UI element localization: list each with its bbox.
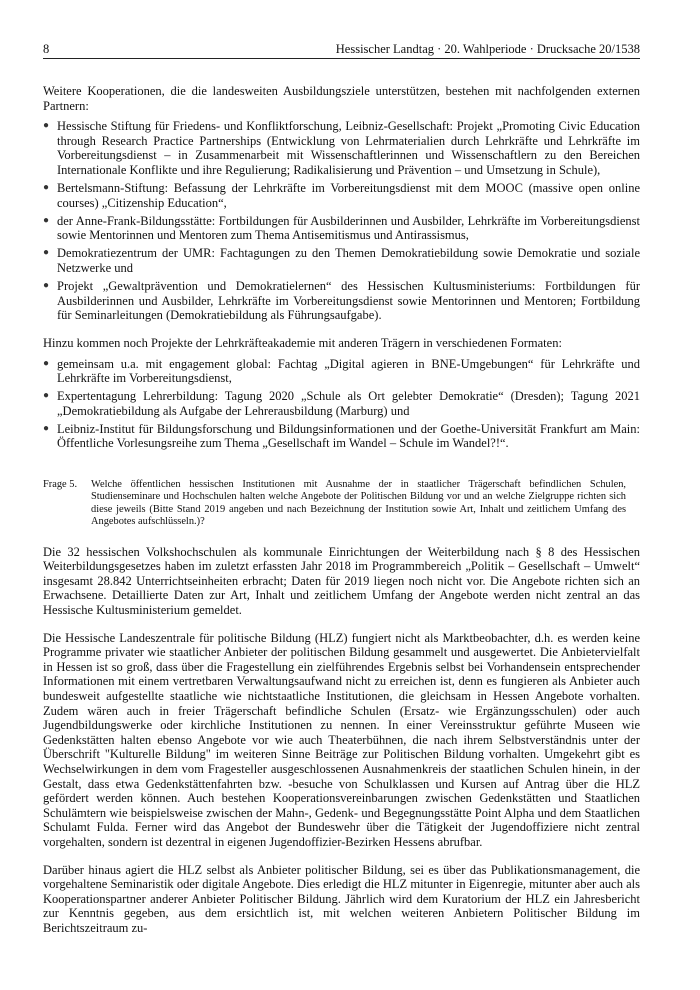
list-item: ● Projekt „Gewaltprävention und Demokratielernen“ des Hessischen Kultusministeriums: Fortbildungen für Ausbilderinnen und Ausbilder, Lehrkräfte im Vorbereitungsdienst sowie Mentorinnen und Mentoren; Fortbildung für Seminarleitungen (Demokratiebildung als Führungsaufgabe). [43,279,640,323]
bullet-icon: ● [43,357,50,369]
intro-paragraph: Weitere Kooperationen, die die landesweiten Ausbildungsziele unterstützen, bestehen mit nachfolgenden externen Partnern: [43,84,640,113]
list-item: ● Hessische Stiftung für Friedens- und Konfliktforschung, Leibniz-Gesellschaft: Projekt „Promoting Civic Education through Research Practice Partnerships (Entwicklung von Lehrmaterialien durch Lehrkräfte und Lehrkräfte im Vorbereitungsdienst – in Zusammenarbeit mit Wissenschaftlerinnen und Wissenschaftlern zu den Bereichen Internationale Konflikte und ihre Regulierung; Radikalisierung und Prävention – und Umsetzung in Schule), [43,119,640,177]
bullet-icon: ● [43,214,50,226]
bullet-icon: ● [43,422,50,434]
list-item: ● Leibniz-Institut für Bildungsforschung und Bildungsinformationen und der Goethe-Universität Frankfurt am Main: Öffentliche Vorlesungsreihe zum Thema „Gesellschaft im Wandel – Schule im Wandel?!“. [43,421,640,451]
running-title: Hessischer Landtag · 20. Wahlperiode · Drucksache 20/1538 [335,42,640,56]
list-item: ● Expertentagung Lehrerbildung: Tagung 2020 „Schule als Ort gelebter Demokratie“ (Dresden); Tagung 2021 „Demokratiebildung als Aufgabe der Lehrerausbildung (Marburg) und [43,389,640,418]
bullet-icon: ● [43,280,50,292]
bullet-icon: ● [43,182,50,194]
projects-list [43,357,640,452]
answer-paragraph-hlz: Die Hessische Landeszentrale für politische Bildung (HLZ) fungiert nicht als Marktbeobachter, d.h. es werden keine Programme privater wie staatlicher Anbieter der politischen Bildung gesammelt und ausgewertet. Die Anbietervielfalt in Hessen ist so groß, dass über die Fragestellung ein zielführendes Ergebnis selbst bei Vorhandensein entsprechender Informationen mit einem vertretbaren Verwaltungsaufwand nicht zu erreichen ist, denn es fungieren als Anbieter auch bundesweit aufgestellte staatliche wie nichtstaatliche Institutionen, die gleichsam in Hessen Angebote vorhalten. Zudem wären auch in freier Trägerschaft befindliche Schulen (Ersatz- wie Ergänzungsschulen) oder auch Jugendbildungswerke oder kirchliche Institutionen zu nennen. In einer Vereinsstruktur geführte Museen wie Gedenkstätten halten ebenso Angebote vor wie auch Theaterbühnen, die nach ihrem Selbstverständnis unter der Überschrift "Kulturelle Bildung" im weiteren Sinne Beiträge zur Politischen Bildung vorhalten. Umgekehrt gibt es Wechselwirkungen in dem vom Fragesteller ausgeschlossenen Ausnahmenkreis der staatlichen Schulen hinein, in der Gestalt, dass etwa Gedenkstättenfahrten bzw. -besuche von Schulklassen und Kursen auf Antrag über die HLZ gefördert werden können. Auch bestehen Kooperationsvereinbarungen zwischen Gedenkstätten und Staatlichen Schulämtern wie beispielsweise zwischen der Mahn-, Gedenk- und Begegnungsstätte Point Alpha und dem Staatlichen Schulamt Fulda. Ferner wird das Angebot der Bundeswehr über die Tätigkeit der Jugendoffiziere nicht zentral vorgehalten, sondern ist dezentral in eigenen Jugendoffizier-Bezirken Hessens abrufbar. [43,630,640,849]
list-item: ● Demokratiezentrum der UMR: Fachtagungen zu den Themen Demokratiebildung sowie Demokratie und soziale Netzwerke und [43,246,640,276]
question-text: Welche öffentlichen hessischen Institutionen mit Ausnahme der in staatlicher Trägerschaft befindlichen Schulen, Studienseminare und Hochschulen halten welche Angebote der Politischen Bildung vor und an welche Zielgruppe richten sich diese jeweils (Bitte Stand 2019 angeben und nach Bezeichnung der Institution sowie Art, Inhalt und zeitlichem Umfang des Angebotes aufschlüsseln.)? [91,479,626,528]
answer-paragraph-hlz-provider: Darüber hinaus agiert die HLZ selbst als Anbieter politischer Bildung, sei es über das Publikationsmanagement, die vorgehaltene Seminaristik oder digitale Angebote. Dies erledigt die HLZ mitunter in Eigenregie, mitunter aber auch als Kooperationspartner anderer Anbieter Politischer Bildung. Jährlich wird dem Kuratorium der HLZ ein Jahresbericht zur Kenntnis gegeben, aus dem ersichtlich ist, mit welchen weiteren Anbietern Politischer Bildung im Berichtszeitraum zu- [43,862,640,935]
question-label: Frage 5. [43,479,78,491]
document-body [43,84,640,936]
question-block [43,479,640,529]
projects-intro-paragraph: Hinzu kommen noch Projekte der Lehrkräfteakademie mit anderen Trägern in verschiedenen Formaten: [43,335,562,350]
list-item: ● Bertelsmann-Stiftung: Befassung der Lehrkräfte im Vorbereitungsdienst mit dem MOOC (massive open online courses) „Citizenship Education“, [43,181,640,210]
list-item: ● gemeinsam u.a. mit engagement global: Fachtag „Digital agieren in BNE-Umgebungen“ für Lehrkräfte und Lehrkräfte im Vorbereitungsdienst, [43,356,640,386]
bullet-icon: ● [43,390,50,402]
list-item: ● der Anne-Frank-Bildungsstätte: Fortbildungen für Ausbilderinnen und Ausbilder, Lehrkräfte im Vorbereitungsdienst sowie Mentorinnen und Mentoren zum Thema Antisemitismus und Antirassismus, [43,213,640,243]
partner-list [43,119,640,323]
bullet-icon: ● [43,120,50,132]
answer-paragraph-vhs: Die 32 hessischen Volkshochschulen als kommunale Einrichtungen der Weiterbildung nach § 8 des Hessischen Weiterbildungsgesetzes haben im zuletzt erfassten Jahr 2018 im Programmbereich „Politik – Gesellschaft – Umwelt“ insgesamt 28.842 Unterrichtseinheiten erbracht; Daten für 2019 liegen noch nicht vor. Die Angebote richten sich an Erwachsene. Detaillierte Daten zur Art, Inhalt und zeitlichem Umfang der Angebote werden nicht zentral an das Hessische Kultusministerium gemeldet. [43,544,640,618]
bullet-icon: ● [43,247,50,259]
page-header [43,40,640,59]
page-number: 8 [43,42,50,56]
